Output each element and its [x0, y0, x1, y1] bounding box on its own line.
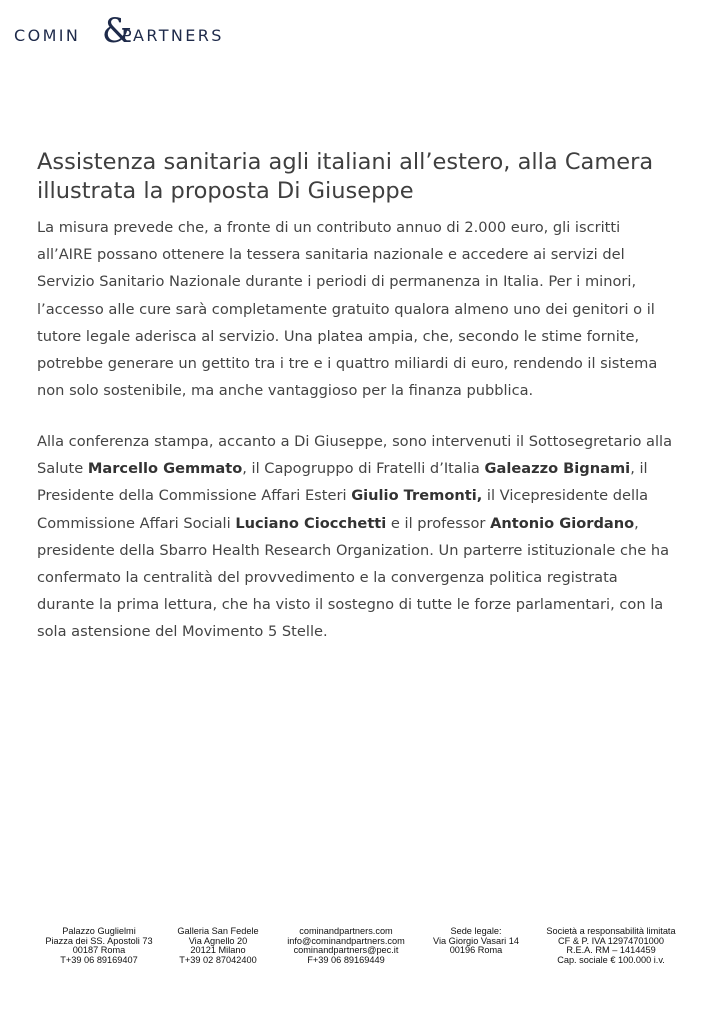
footer-pec: cominandpartners@pec.it	[293, 945, 399, 956]
paragraph-text: , il Capogruppo di Fratelli d’Italia	[242, 460, 485, 478]
logo-text-comin: COMIN	[14, 26, 81, 45]
footer-line: Via Agnello 20	[188, 935, 248, 946]
footer-line: 00187 Roma	[72, 945, 126, 956]
footer-line: Società a responsabilità limitata	[546, 926, 676, 936]
footer-company-info	[536, 927, 686, 965]
footer-line: Sede legale:	[450, 926, 502, 936]
person-name: Galeazzo Bignami	[484, 460, 631, 478]
footer-line: Piazza dei SS. Apostoli 73	[45, 935, 153, 946]
footer-email: info@cominandpartners.com	[287, 935, 405, 946]
footer-line: Palazzo Guglielmi	[62, 926, 136, 936]
footer-line: T+39 06 89169407	[60, 954, 138, 965]
paragraph-text: , il Presidente della Commissione Affari Esteri	[37, 460, 648, 505]
logo-ampersand: &	[102, 11, 133, 51]
person-name: Giulio Tremonti,	[351, 487, 483, 505]
footer-line: 00196 Roma	[449, 945, 503, 956]
logo-text-partners: PARTNERS	[122, 26, 224, 45]
article-paragraph-2	[37, 428, 677, 646]
paragraph-text: il Vicepresidente della Commissione Affari Sociali	[37, 487, 649, 532]
footer-line: R.E.A. RM – 1414459	[566, 945, 656, 956]
footer-line: T+39 02 87042400	[179, 954, 257, 965]
footer-rome-office	[40, 927, 158, 965]
footer-line: CF & P. IVA 12974701000	[558, 935, 664, 946]
footer-milan-office	[172, 927, 264, 965]
paragraph-text: Alla conferenza stampa, accanto a Di Giuseppe, sono intervenuti il Sottosegretario alla Salute	[37, 433, 673, 478]
footer-line: 20121 Milano	[190, 945, 246, 956]
article-paragraph-1: La misura prevede che, a fronte di un contributo annuo di 2.000 euro, gli iscritti all’AIRE possano ottenere la tessera sanitaria nazionale e accedere ai servizi del Servizio Sanitario Nazionale durante i periodi di permanenza in Italia. Per i minori, l’accesso alle cure sarà completamente gratuito qualora almeno uno dei genitori o il tutore legale aderisca al servizio. Una platea ampia, che, secondo le stime fornite, potrebbe generare un gettito tra i tre e i quattro miliardi di euro, rendendo il sistema non solo sostenibile, ma anche vantaggioso per la finanza pubblica.	[37, 219, 658, 400]
footer-line: Galleria San Fedele	[177, 926, 259, 936]
company-logo	[14, 11, 244, 52]
footer-legal-seat	[424, 927, 528, 956]
paragraph-text: , presidente della Sbarro Health Research Organization. Un parterre istituzionale che ha confermato la centralità del provvedimento e la convergenza politica registrata durante la prima lettura, che ha visto il sostegno di tutte le forze parlamentari, con la sola astensione del Movimento 5 Stelle.	[37, 514, 670, 641]
person-name: Marcello Gemmato	[87, 460, 243, 478]
paragraph-text: e il professor	[386, 514, 491, 532]
person-name: Luciano Ciocchetti	[235, 514, 387, 532]
article-title: Assistenza sanitaria agli italiani all’estero, alla Camera illustrata la proposta Di Giuseppe	[37, 149, 654, 204]
footer-line: Via Giorgio Vasari 14	[433, 935, 519, 946]
footer-website: cominandpartners.com	[299, 926, 393, 936]
footer-line: Cap. sociale € 100.000 i.v.	[557, 954, 665, 965]
footer-fax: F+39 06 89169449	[307, 954, 385, 965]
person-name: Antonio Giordano	[490, 514, 635, 532]
footer-contacts	[280, 927, 412, 965]
